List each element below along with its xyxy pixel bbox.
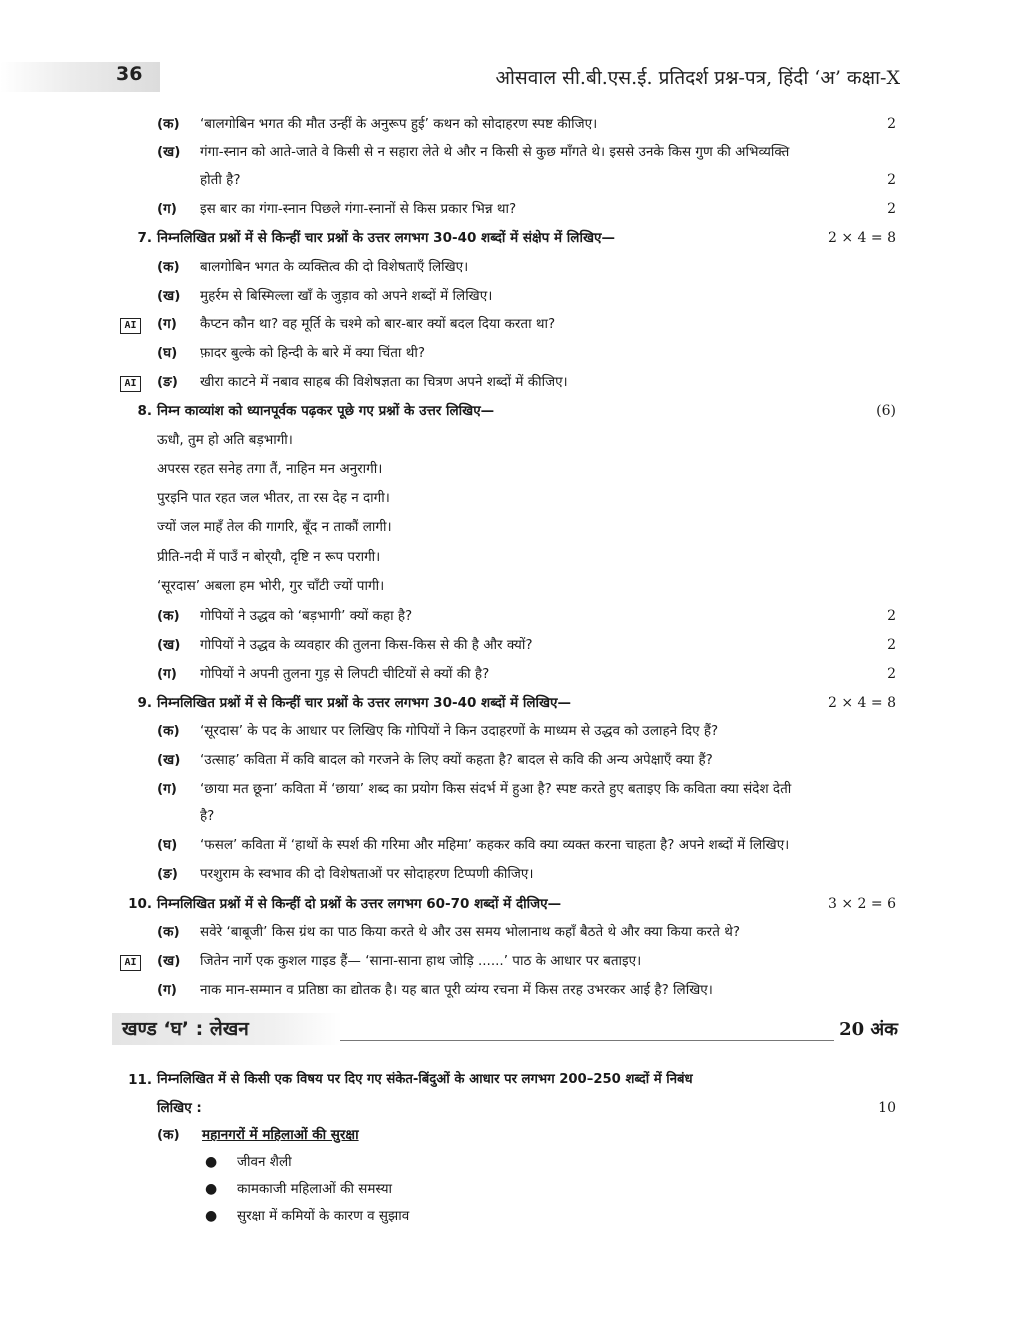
q11-question-2: लिखिए : xyxy=(157,1100,202,1116)
q10-ga-text: नाक मान-सम्मान व प्रतिष्ठा का द्योतक है। यह बात पूरी व्यंग्य रचना में किस तरह उभरकर आई है? लिखिए। xyxy=(200,982,713,998)
q11-ka-label: (क) xyxy=(157,1127,180,1143)
q6-ga-text: इस बार का गंगा-स्नान पिछले गंगा-स्नानों से किस प्रकार भिन्न था? xyxy=(200,201,517,217)
q8-ga-text: गोपियों ने अपनी तुलना गुड़ से लिपटी चीटियों से क्यों की है? xyxy=(200,666,490,682)
q7-ka-label: (क) xyxy=(157,259,180,275)
poem-line: ऊधौ, तुम हो अति बड़भागी। xyxy=(157,432,293,448)
q8-marks: (6) xyxy=(876,403,896,419)
q10-number: 10. xyxy=(128,896,152,912)
q6-kha-text-1: गंगा-स्नान को आते-जाते वे किसी से न सहारा लेते थे और न किसी से कुछ माँगते थे। इससे उनके किस गुण की अभिव्यक्ति xyxy=(200,144,790,160)
q6-ka-marks: 2 xyxy=(887,116,896,132)
q8-number: 8. xyxy=(137,403,152,419)
bullet-icon: ● xyxy=(205,1181,218,1197)
q7-kha-text: मुहर्रम से बिस्मिल्ला खाँ के जुड़ाव को अपने शब्दों में लिखिए। xyxy=(200,288,493,304)
page-number: 36 xyxy=(116,63,143,85)
q10-ka-label: (क) xyxy=(157,924,180,940)
q8-ka-text: गोपियों ने उद्धव को ‘बड़भागी’ क्यों कहा है? xyxy=(200,608,413,624)
ai-badge-icon: AI xyxy=(120,955,141,971)
q9-ka-text: ‘सूरदास’ के पद के आधार पर लिखिए कि गोपियों ने किन उदाहरणों के माध्यम से उद्धव को उलाहने दिए हैं? xyxy=(200,723,719,739)
section-marks: 20 अंक xyxy=(839,1019,898,1040)
q9-ga-text-1: ‘छाया मत छूना’ कविता में ‘छाया’ शब्द का प्रयोग किस संदर्भ में हुआ है? स्पष्ट करते हुए बताइए कि कविता क्या संदेश देती xyxy=(200,781,792,797)
poem-line: प्रीति-नदी में पाउँ न बोर्‌यौ, दृष्टि न रूप परागी। xyxy=(157,549,381,565)
q9-number: 9. xyxy=(137,695,152,711)
running-title: ओसवाल सी.बी.एस.ई. प्रतिदर्श प्रश्न-पत्र, हिंदी ‘अ’ कक्षा-X xyxy=(495,67,900,89)
q6-kha-label: (ख) xyxy=(157,144,181,160)
q7-ka-text: बालगोबिन भगत के व्यक्तित्व की दो विशेषताएँ लिखिए। xyxy=(200,259,469,275)
q7-gha-text: फ़ादर बुल्के को हिन्दी के बारे में क्या चिंता थी? xyxy=(200,345,426,361)
section-divider xyxy=(340,1040,834,1041)
bullet-icon: ● xyxy=(205,1154,218,1170)
q6-ka-text: ‘बालगोबिन भगत की मौत उन्हीं के अनुरूप हुई’ कथन को सोदाहरण स्पष्ट कीजिए। xyxy=(200,116,598,132)
poem-line: ज्यों जल माहँ तेल की गागरि, बूँद न ताकौं लागी। xyxy=(157,519,392,535)
q7-gha-label: (घ) xyxy=(157,345,178,361)
q6-kha-marks: 2 xyxy=(887,172,896,188)
q10-question: निम्नलिखित प्रश्नों में से किन्हीं दो प्रश्नों के उत्तर लगभग 60-70 शब्दों में दीजिए— xyxy=(157,896,562,912)
q10-kha-text: जितेन नार्गे एक कुशल गाइड हैं— ‘साना-साना हाथ जोड़ि ......’ पाठ के आधार पर बताइए। xyxy=(200,953,642,969)
q10-kha-label: (ख) xyxy=(157,953,181,969)
q9-gha-text: ‘फसल’ कविता में ‘हाथों के स्पर्श की गरिमा और महिमा’ कहकर कवि क्या व्यक्त करना चाहता है? अपने शब्दों में लिखिए। xyxy=(200,837,790,853)
ai-badge-icon: AI xyxy=(120,376,141,392)
q7-kha-label: (ख) xyxy=(157,288,181,304)
q8-ga-marks: 2 xyxy=(887,666,896,682)
poem-line: अपरस रहत सनेह तगा तैं, नाहिन मन अनुरागी। xyxy=(157,461,383,477)
q9-nga-label: (ङ) xyxy=(157,866,178,882)
q11-ka-title: महानगरों में महिलाओं की सुरक्षा xyxy=(202,1127,359,1143)
q9-ga-label: (ग) xyxy=(157,781,177,797)
q8-ka-marks: 2 xyxy=(887,608,896,624)
q7-ga-label: (ग) xyxy=(157,316,177,332)
ai-badge-icon: AI xyxy=(120,318,141,334)
q10-ga-label: (ग) xyxy=(157,982,177,998)
q7-number: 7. xyxy=(137,230,152,246)
bullet-item: जीवन शैली xyxy=(237,1154,292,1170)
q8-kha-marks: 2 xyxy=(887,637,896,653)
q10-ka-text: सवेरे ‘बाबूजी’ किस ग्रंथ का पाठ किया करते थे और उस समय भोलानाथ कहाँ बैठते थे और क्या किया करते थे? xyxy=(200,924,740,940)
bullet-item: सुरक्षा में कमियों के कारण व सुझाव xyxy=(237,1208,410,1224)
q7-ga-text: कैप्टन कौन था? वह मूर्ति के चश्मे को बार-बार क्यों बदल दिया करता था? xyxy=(200,316,556,332)
q11-question-1: निम्नलिखित में से किसी एक विषय पर दिए गए संकेत-बिंदुओं के आधार पर लगभग 200–250 शब्दों में निबंध xyxy=(157,1072,693,1087)
q6-ga-label: (ग) xyxy=(157,201,177,217)
q8-ka-label: (क) xyxy=(157,608,180,624)
q7-nga-text: खीरा काटने में नबाव साहब की विशेषज्ञता का चित्रण अपने शब्दों में कीजिए। xyxy=(200,374,568,390)
q9-kha-label: (ख) xyxy=(157,752,181,768)
q6-ga-marks: 2 xyxy=(887,201,896,217)
q8-ga-label: (ग) xyxy=(157,666,177,682)
q9-kha-text: ‘उत्साह’ कविता में कवि बादल को गरजने के लिए क्यों कहता है? बादल से कवि की अन्य अपेक्षाएँ क्या हैं? xyxy=(200,752,713,768)
q9-ga-text-2: है? xyxy=(200,808,215,824)
q8-kha-text: गोपियों ने उद्धव के व्यवहार की तुलना किस-किस से की है और क्यों? xyxy=(200,637,533,653)
q8-question: निम्न काव्यांश को ध्यानपूर्वक पढ़कर पूछे गए प्रश्नों के उत्तर लिखिए— xyxy=(157,403,495,419)
q7-marks: 2 × 4 = 8 xyxy=(828,230,896,246)
q9-gha-label: (घ) xyxy=(157,837,178,853)
q10-marks: 3 × 2 = 6 xyxy=(828,896,896,912)
q11-marks: 10 xyxy=(878,1100,896,1116)
poem-line: ‘सूरदास’ अबला हम भोरी, गुर चाँटी ज्यों पागी। xyxy=(157,578,385,594)
q9-question: निम्नलिखित प्रश्नों में से किन्हीं चार प्रश्नों के उत्तर लगभग 30-40 शब्दों में लिखिए— xyxy=(157,695,572,711)
q6-ka-label: (क) xyxy=(157,116,180,132)
bullet-icon: ● xyxy=(205,1208,218,1224)
q7-question: निम्नलिखित प्रश्नों में से किन्हीं चार प्रश्नों के उत्तर लगभग 30-40 शब्दों में संक्षेप में लिखिए— xyxy=(157,230,615,246)
section-title: खण्ड ‘घ’ : लेखन xyxy=(122,1018,249,1040)
q9-nga-text: परशुराम के स्वभाव की दो विशेषताओं पर सोदाहरण टिप्पणी कीजिए। xyxy=(200,866,534,882)
q7-nga-label: (ङ) xyxy=(157,374,178,390)
bullet-item: कामकाजी महिलाओं की समस्या xyxy=(237,1181,393,1197)
q6-kha-text-2: होती है? xyxy=(200,172,241,188)
q9-marks: 2 × 4 = 8 xyxy=(828,695,896,711)
q11-number: 11. xyxy=(128,1072,152,1088)
q9-ka-label: (क) xyxy=(157,723,180,739)
poem-line: पुरइनि पात रहत जल भीतर, ता रस देह न दागी। xyxy=(157,490,390,506)
q8-kha-label: (ख) xyxy=(157,637,181,653)
